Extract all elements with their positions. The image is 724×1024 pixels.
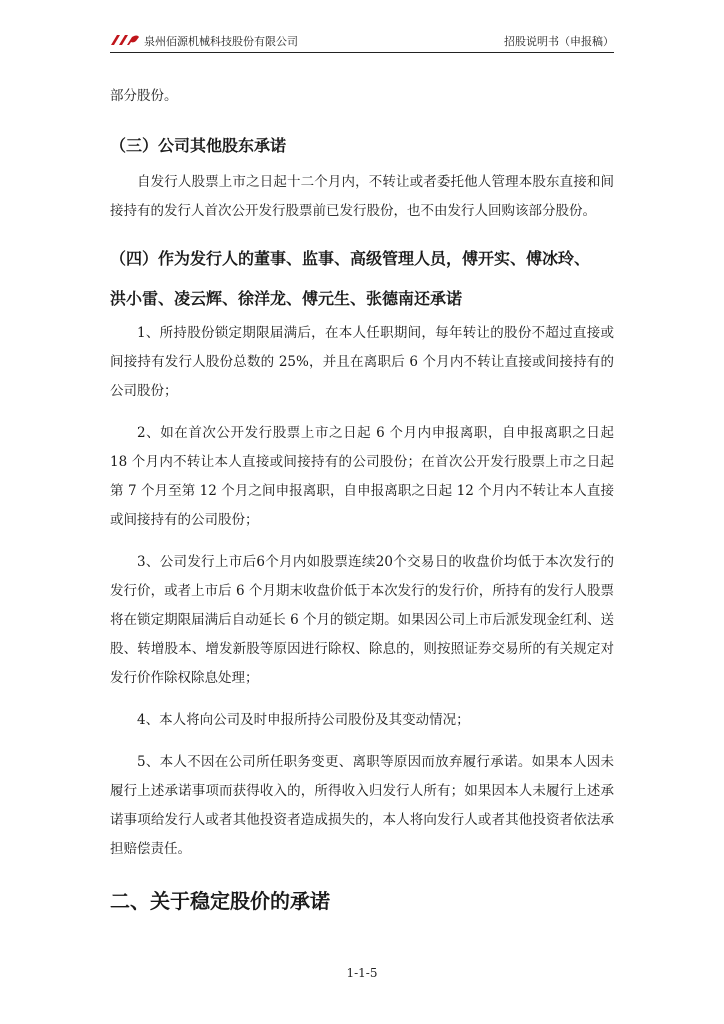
commitment-item-5: 5、本人不因在公司所任职务变更、离职等原因而放弃履行承诺。如果本人因未履行上述承诺事项而获得收入的，所得收入归发行人所有；如果因本人未履行上述承诺事项给发行人或者其他投资者造成损失的，本人将向发行人或者其他投资者依法承担赔偿责任。 [110, 754, 614, 857]
section3-paragraph: 自发行人股票上市之日起十二个月内，不转让或者委托他人管理本股东直接和间接持有的发行人首次公开发行股票前已发行股份，也不由发行人回购该部分股份。 [110, 174, 614, 219]
section4-heading-line2: 洪小雷、凌云辉、徐洋龙、傅元生、张德南还承诺 [110, 289, 463, 308]
commitment-item-3: 3、公司发行上市后6个月内如股票连续20个交易日的收盘价均低于本次发行的发行价，或者上市后 6 个月期末收盘价低于本次发行的发行价，所持有的发行人股票将在锁定期限届满后自动延长 6 个月的锁定期。如果因公司上市后派发现金红利、送股、转增股本、增发新股等原因进行除权、除息的，则按照证券交易所的有关规定对发行价作除权除息处理； [110, 554, 614, 686]
commitment-item-4: 4、本人将向公司及时申报所持公司股份及其变动情况； [137, 712, 470, 728]
commitment-item-1: 1、所持股份锁定期限届满后，在本人任职期间，每年转让的股份不超过直接或间接持有发行人股份总数的 25%，并且在离职后 6 个月内不转让直接或间接持有的公司股份； [110, 325, 614, 399]
intro-tail-text: 部分股份。 [110, 88, 178, 104]
page-body [110, 82, 614, 925]
section3-heading: （三）公司其他股东承诺 [110, 136, 287, 155]
company-logo-icon [110, 33, 140, 47]
page-header [110, 30, 614, 53]
header-document-title: 招股说明书（申报稿） [504, 35, 614, 48]
page-number: 1-1-5 [346, 966, 378, 980]
commitment-item-2: 2、如在首次公开发行股票上市之日起 6 个月内申报离职，自申报离职之日起 18 个月内不转让本人直接或间接持有的公司股份；在首次公开发行股票上市之日起第 7 个月至第 12 个月之间申报离职，自申报离职之日起 12 个月内不转让本人直接或间接持有的公司股份； [110, 425, 614, 528]
header-company-name: 泉州佰源机械科技股份有限公司 [144, 35, 298, 48]
section-two-heading: 二、关于稳定股价的承诺 [110, 889, 330, 913]
section4-heading-line1: （四）作为发行人的董事、监事、高级管理人员，傅开实、傅冰玲、 [110, 249, 591, 268]
